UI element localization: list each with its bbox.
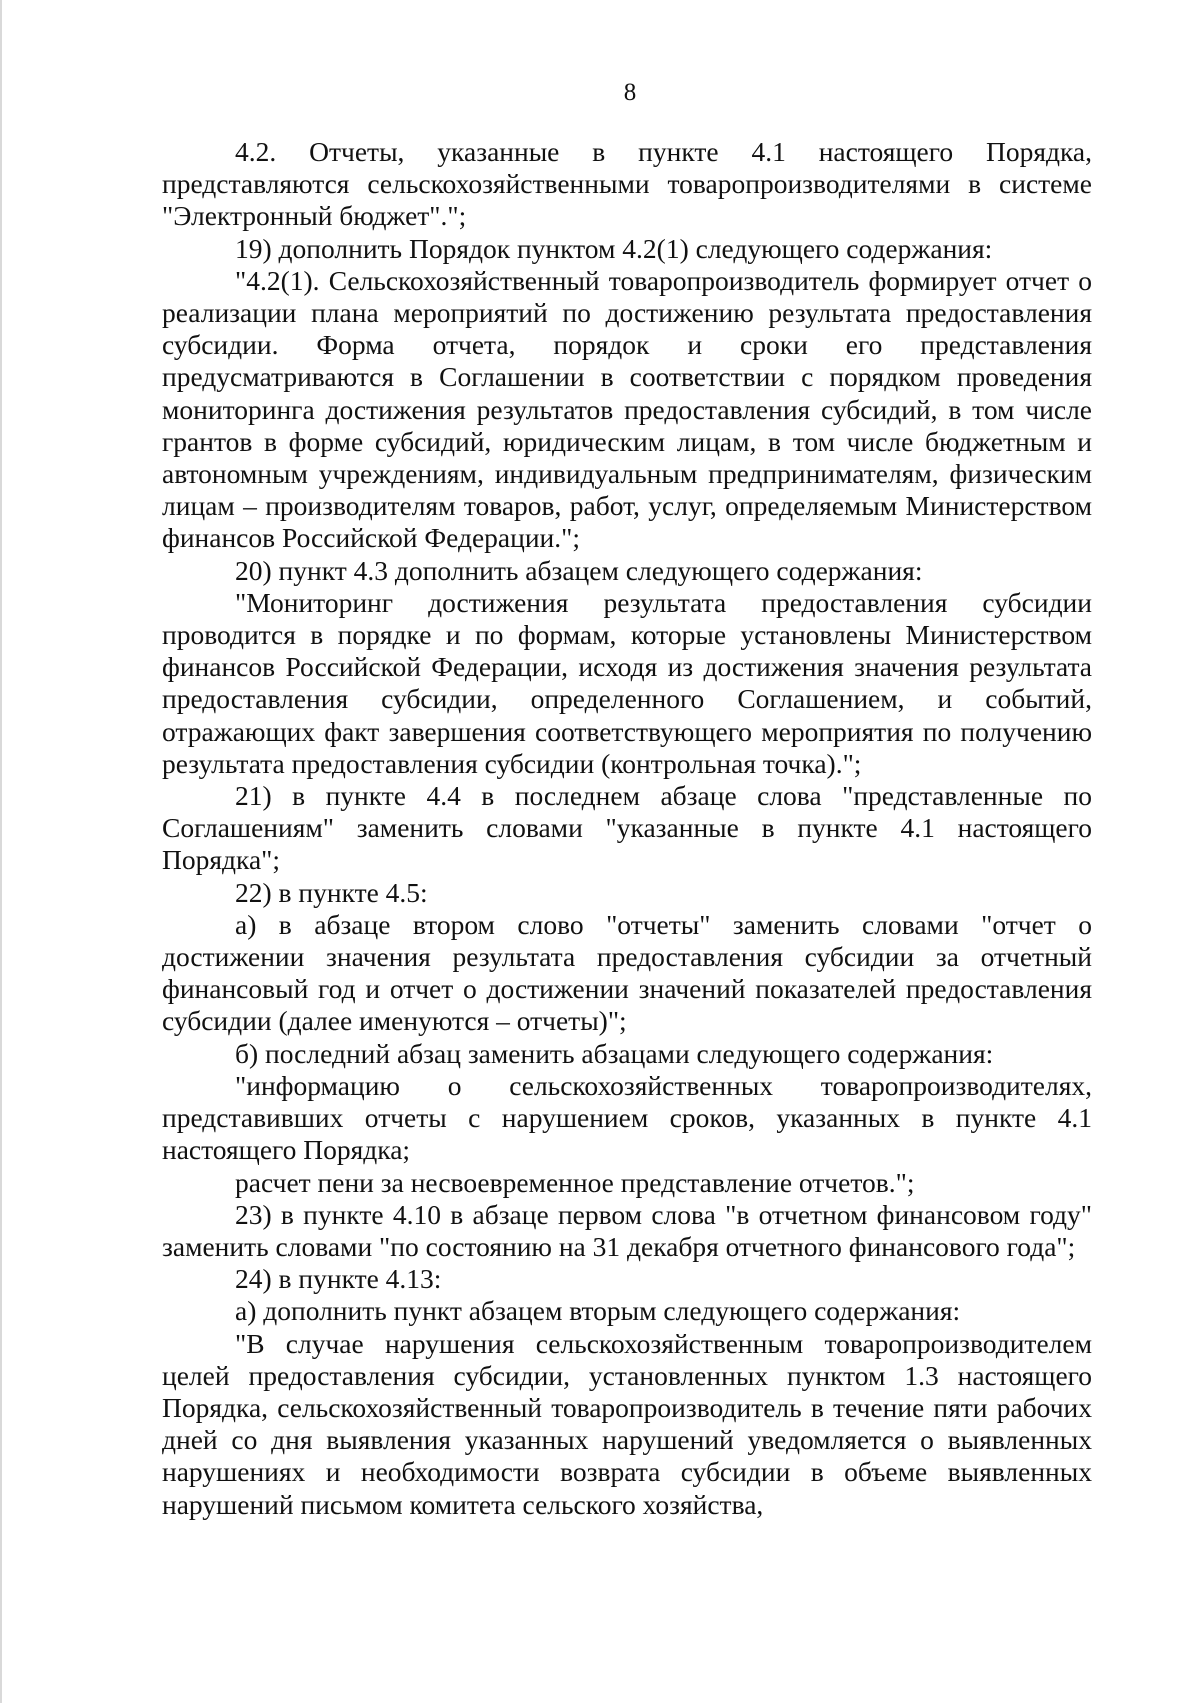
paragraph-4-2: 4.2. Отчеты, указанные в пункте 4.1 настоящего Порядка, представляются сельскохозяйственными товаропроизводителями в системе "Электронный бюджет".";	[162, 136, 1092, 232]
document-body	[162, 136, 1092, 1521]
paragraph-information: "информацию о сельскохозяйственных товаропроизводителях, представивших отчеты с нарушением сроков, указанных в пункте 4.1 настоящего Порядка;	[162, 1069, 1092, 1166]
paragraph-monitoring: "Мониторинг достижения результата предоставления субсидии проводится в порядке и по формам, которые установлены Министерством финансов Российской Федерации, исходя из достижения значения результата предоставления субсидии, определенного Соглашением, и событий, отражающих факт завершения соответствующего мероприятия по получению результата предоставления субсидии (контрольная точка).";	[162, 586, 1092, 779]
paragraph-violation: "В случае нарушения сельскохозяйственным товаропроизводителем целей предоставления субсидии, установленных пунктом 1.3 настоящего Порядка, сельскохозяйственный товаропроизводитель в течение пяти рабочих дней со дня выявления указанных нарушений уведомляется о выявленных нарушениях и необходимости возврата субсидии в объеме выявленных нарушений письмом комитета сельского хозяйства,	[162, 1327, 1092, 1520]
paragraph-item-21: 21) в пункте 4.4 в последнем абзаце слова "представленные по Соглашениям" заменить словами "указанные в пункте 4.1 настоящего Порядка";	[162, 780, 1092, 876]
paragraph-item-23: 23) в пункте 4.10 в абзаце первом слова "в отчетном финансовом году" заменить словами "по состоянию на 31 декабря отчетного финансового года";	[162, 1198, 1092, 1262]
paragraph-item-19: 19) дополнить Порядок пунктом 4.2(1) следующего содержания:	[235, 232, 993, 264]
paragraph-item-24-a: а) дополнить пункт абзацем вторым следующего содержания:	[235, 1295, 961, 1327]
paragraph-4-2-1: "4.2(1). Сельскохозяйственный товаропроизводитель формирует отчет о реализации плана мероприятий по достижению результата предоставления субсидии. Форма отчета, порядок и сроки его представления предусматриваются в Соглашении в соответствии с порядком проведения мониторинга достижения результатов предоставления субсидий, в том числе грантов в форме субсидий, юридическим лицам, в том числе бюджетным и автономным учреждениям, индивидуальным предпринимателям, физическим лицам – производителям товаров, работ, услуг, определяемым Министерством финансов Российской Федерации.";	[162, 264, 1092, 554]
paragraph-item-22-a: а) в абзаце втором слово "отчеты" заменить словами "отчет о достижении значения результата предоставления субсидии за отчетный финансовый год и отчет о достижении значений показателей предоставления субсидии (далее именуются – отчеты)";	[162, 908, 1092, 1037]
paragraph-penalty: расчет пени за несвоевременное представление отчетов.";	[235, 1166, 915, 1198]
page-number: 8	[623, 79, 637, 106]
paragraph-item-20: 20) пункт 4.3 дополнить абзацем следующего содержания:	[235, 554, 923, 586]
page-left-edge	[0, 0, 2, 1703]
paragraph-item-22-b: б) последний абзац заменить абзацами следующего содержания:	[235, 1037, 994, 1069]
paragraph-item-24: 24) в пункте 4.13:	[235, 1263, 442, 1295]
paragraph-item-22: 22) в пункте 4.5:	[235, 876, 428, 908]
